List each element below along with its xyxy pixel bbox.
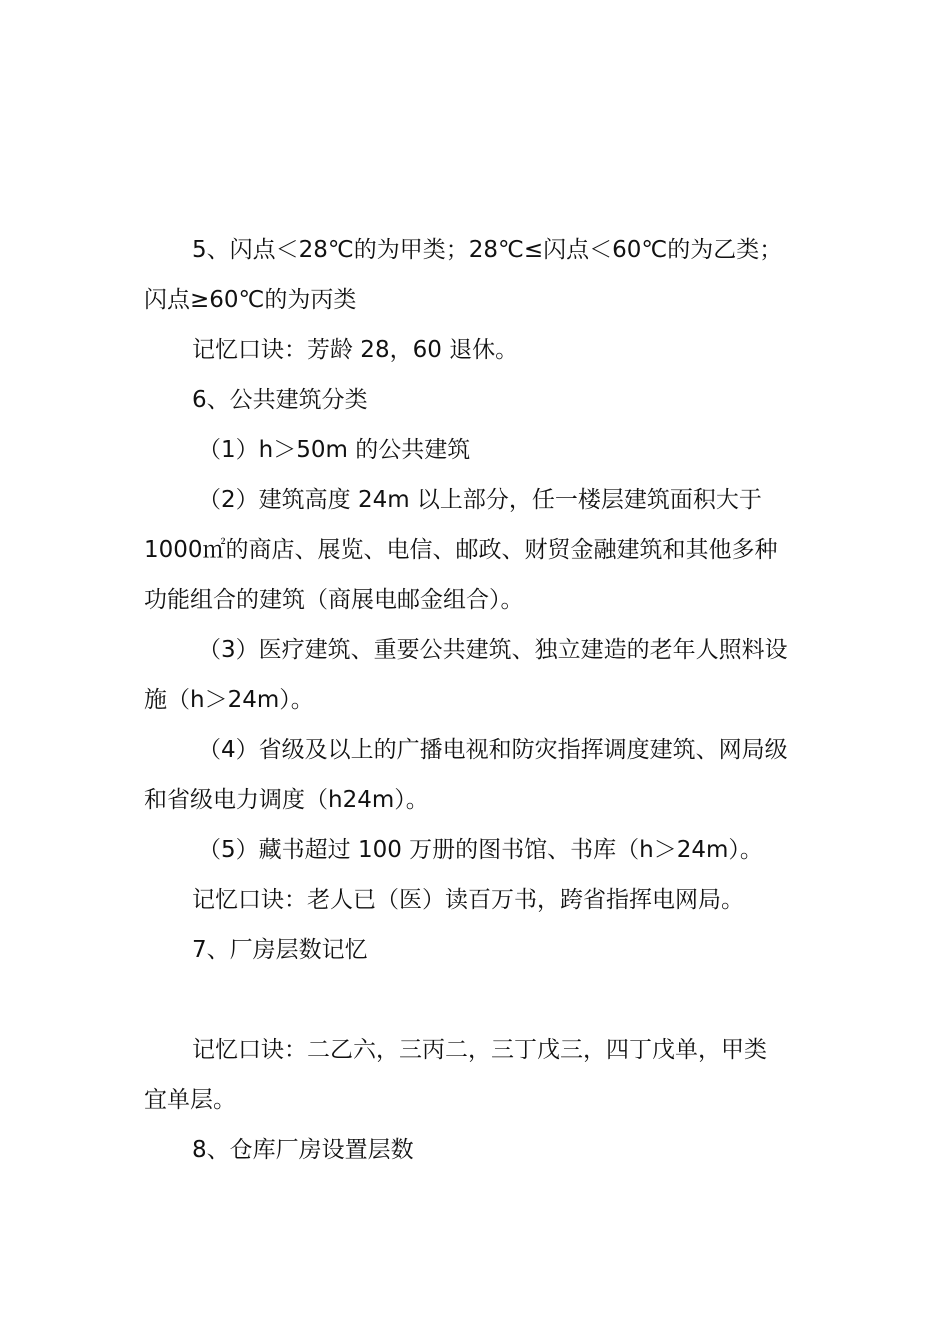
text-line: 5、闪点＜28℃的为甲类；28℃≤闪点＜60℃的为乙类； bbox=[192, 237, 783, 263]
heading-line: 7、厂房层数记忆 bbox=[192, 937, 368, 963]
text-line: 施（h＞24m）。 bbox=[144, 687, 314, 713]
list-item: （3）医疗建筑、重要公共建筑、独立建造的老年人照料设 bbox=[198, 637, 788, 663]
text-line: 记忆口诀：老人已（医）读百万书，跨省指挥电网局。 bbox=[192, 887, 744, 913]
text-line: 1000㎡的商店、展览、电信、邮政、财贸金融建筑和其他多种 bbox=[144, 537, 778, 563]
text-line: 宜单层。 bbox=[144, 1087, 236, 1113]
list-item: （4）省级及以上的广播电视和防灾指挥调度建筑、网局级 bbox=[198, 737, 788, 763]
list-item: （2）建筑高度 24m 以上部分，任一楼层建筑面积大于 bbox=[198, 487, 762, 513]
text-line: 闪点≥60℃的为丙类 bbox=[144, 287, 357, 313]
text-line: 功能组合的建筑（商展电邮金组合）。 bbox=[144, 587, 524, 613]
text-line: 记忆口诀：二乙六，三丙二，三丁戊三，四丁戊单，甲类 bbox=[192, 1037, 767, 1063]
heading-line: 8、仓库厂房设置层数 bbox=[192, 1137, 414, 1163]
text-line: 和省级电力调度（h24m）。 bbox=[144, 787, 429, 813]
list-item: （1）h＞50m 的公共建筑 bbox=[198, 437, 471, 463]
list-item: （5）藏书超过 100 万册的图书馆、书库（h＞24m）。 bbox=[198, 837, 763, 863]
heading-line: 6、公共建筑分类 bbox=[192, 387, 368, 413]
text-line: 记忆口诀：芳龄 28，60 退休。 bbox=[192, 337, 519, 363]
